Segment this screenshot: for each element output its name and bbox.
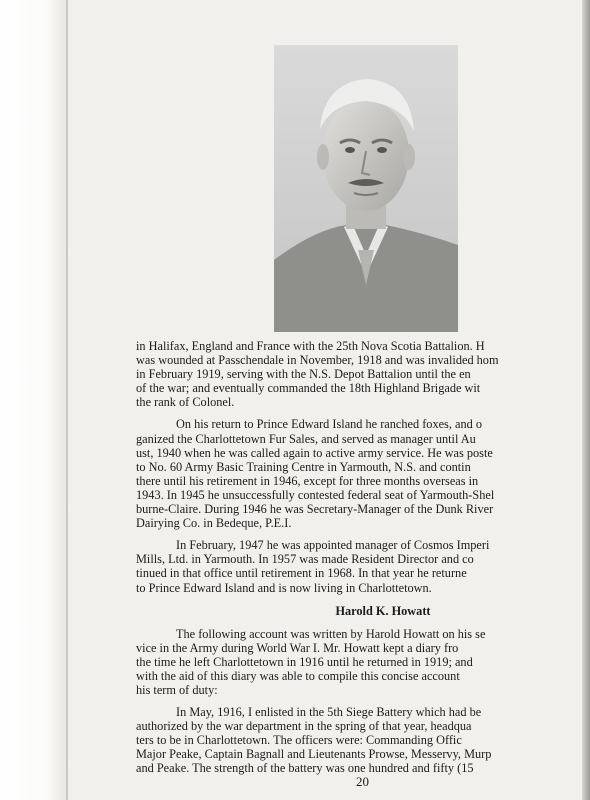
text-line: ters to be in Charlottetown. The officers were: Commanding Offic <box>136 733 462 748</box>
text-line: in Halifax, England and France with the 25th Nova Scotia Battalion. H <box>136 339 485 353</box>
text-line: 1943. In 1945 he unsuccessfully contested federal seat of Yarmouth-Shel <box>136 487 495 502</box>
paragraph-return-to-pei <box>136 417 584 530</box>
body-text <box>136 339 584 776</box>
portrait-photo <box>274 45 458 332</box>
text-line: with the aid of this diary was able to compile this concise account <box>136 668 460 683</box>
text-line: vice in the Army during World War I. Mr. Howatt kept a diary fro <box>136 640 459 655</box>
text-line: ganized the Charlottetown Fur Sales, and served as manager until Au <box>136 431 476 446</box>
text-line: there until his retirement in 1946, except for three months overseas in <box>136 473 479 488</box>
text-line: his term of duty: <box>136 682 218 697</box>
text-line: authorized by the war department in the spring of that year, headqua <box>136 719 472 734</box>
book-gutter <box>66 0 68 800</box>
text-line: to No. 60 Army Basic Training Centre in Yarmouth, N.S. and contin <box>136 459 471 474</box>
text-line: tinued in that office until retirement in 1968. In that year he returne <box>136 566 467 581</box>
section-heading: Harold K. Howatt <box>335 603 431 618</box>
text-line: and Peake. The strength of the battery was one hundred and fifty (15 <box>136 761 474 776</box>
text-line: In May, 1916, I enlisted in the 5th Siege Battery which had be <box>176 705 482 720</box>
paragraph-cosmos-mills <box>136 538 584 594</box>
paragraph-continuation <box>136 339 584 409</box>
text-line: in February 1919, serving with the N.S. Depot Battalion until the en <box>136 367 471 382</box>
paragraph-account-intro <box>136 627 584 697</box>
text-line: of the war; and eventually commanded the 18th Highland Brigade wit <box>136 381 481 396</box>
text-line: burne-Claire. During 1946 he was Secretary-Manager of the Dunk River <box>136 502 494 517</box>
page-number: 20 <box>356 774 369 789</box>
text-line: was wounded at Passchendale in November, 1918 and was invalided hom <box>136 353 499 368</box>
text-line: Major Peake, Captain Bagnall and Lieutenants Prowse, Messervy, Murp <box>136 747 492 762</box>
text-line: Dairying Co. in Bedeque, P.E.I. <box>136 516 292 531</box>
text-line: the time he left Charlottetown in 1916 until he returned in 1919; and <box>136 654 473 669</box>
text-line: In February, 1947 he was appointed manager of Cosmos Imperi <box>176 538 490 553</box>
paragraph-enlistment <box>136 705 584 775</box>
text-line: Mills, Ltd. in Yarmouth. In 1957 was made Resident Director and co <box>136 552 474 567</box>
text-line: ust, 1940 when he was called again to active army service. He was poste <box>136 445 493 460</box>
text-line: to Prince Edward Island and is now living in Charlottetown. <box>136 580 432 595</box>
portrait-image <box>274 45 458 332</box>
text-line: the rank of Colonel. <box>136 395 235 410</box>
left-page-margin <box>0 0 66 800</box>
text-line: The following account was written by Harold Howatt on his se <box>176 626 486 641</box>
text-line: On his return to Prince Edward Island he ranched foxes, and o <box>176 417 482 432</box>
